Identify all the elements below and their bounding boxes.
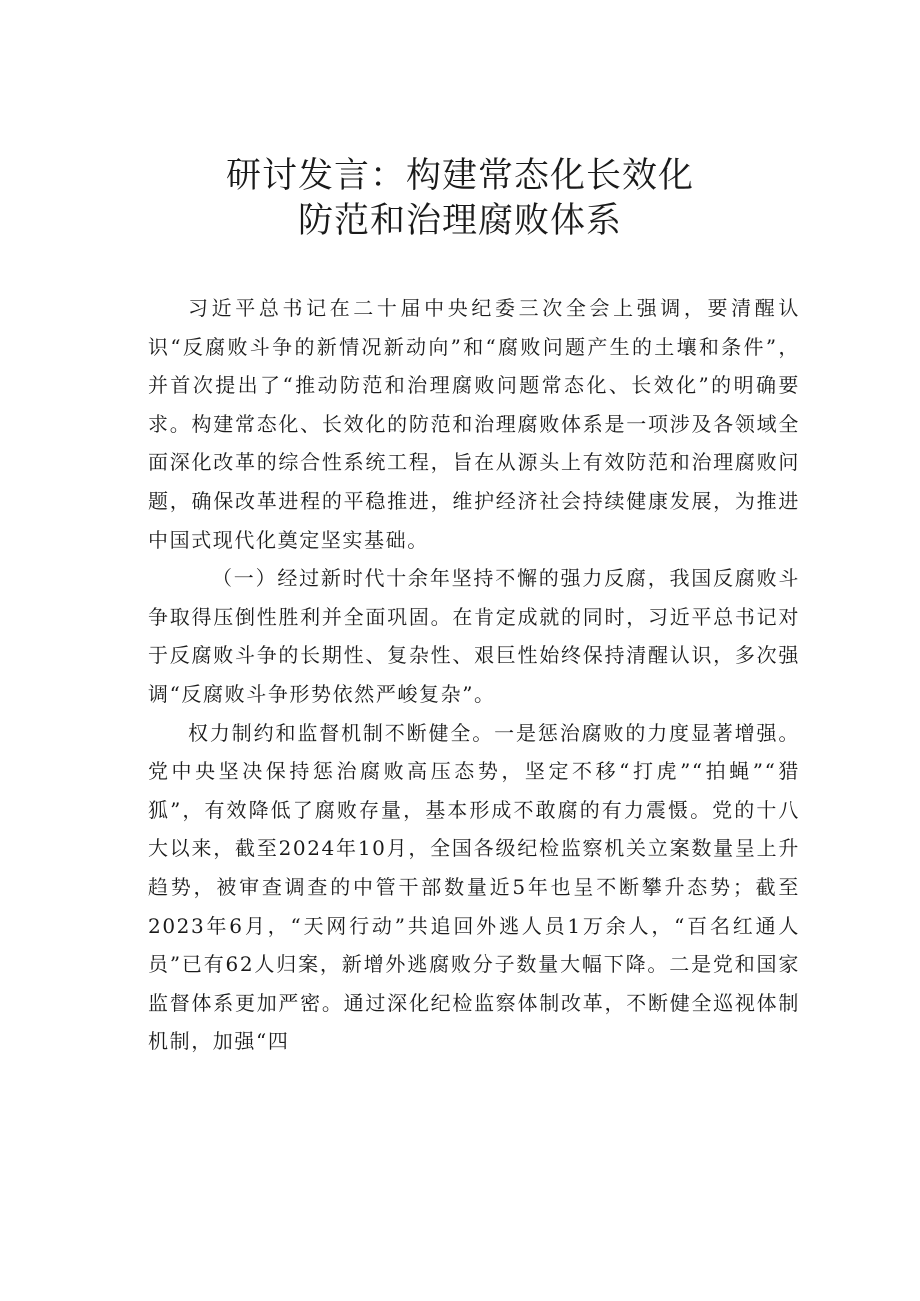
document-title-line-1: 研讨发言：构建常态化长效化 bbox=[225, 156, 694, 196]
paragraph-section-one: （一）经过新时代十余年坚持不懈的强力反腐，我国反腐败斗争取得压倒性胜利并全面巩固。在肯定成就的同时，习近平总书记对于反腐败斗争的长期性、复杂性、艰巨性始终保持清醒认识，多次强调“反腐败斗争形势依然严峻复杂”。 bbox=[148, 566, 800, 706]
paragraph-intro: 习近平总书记在二十届中央纪委三次全会上强调，要清醒认识“反腐败斗争的新情况新动向”和“腐败问题产生的土壤和条件”，并首次提出了“推动防范和治理腐败问题常态化、长效化”的明确要求。构建常态化、长效化的防范和治理腐败体系是一项涉及各领域全面深化改革的综合性系统工程，旨在从源头上有效防范和治理腐败问题，确保改革进程的平稳推进，维护经济社会持续健康发展，为推进中国式现代化奠定坚实基础。 bbox=[148, 296, 800, 552]
paragraph-power-oversight: 权力制约和监督机制不断健全。一是惩治腐败的力度显著增强。党中央坚决保持惩治腐败高压态势，坚定不移“打虎”“拍蝇”“猎狐”，有效降低了腐败存量，基本形成不敢腐的有力震慑。党的十八大以来，截至2024年10月，全国各级纪检监察机关立案数量呈上升趋势，被审查调查的中管干部数量近5年也呈不断攀升态势；截至2023年6月，“天网行动”共追回外逃人员1万余人，“百名红通人员”已有62人归案，新增外逃腐败分子数量大幅下降。二是党和国家监督体系更加严密。通过深化纪检监察体制改革，不断健全巡视体制机制，加强“四 bbox=[148, 720, 800, 1054]
document-body bbox=[148, 289, 800, 1061]
document-title-line-2: 防范和治理腐败体系 bbox=[297, 201, 622, 241]
